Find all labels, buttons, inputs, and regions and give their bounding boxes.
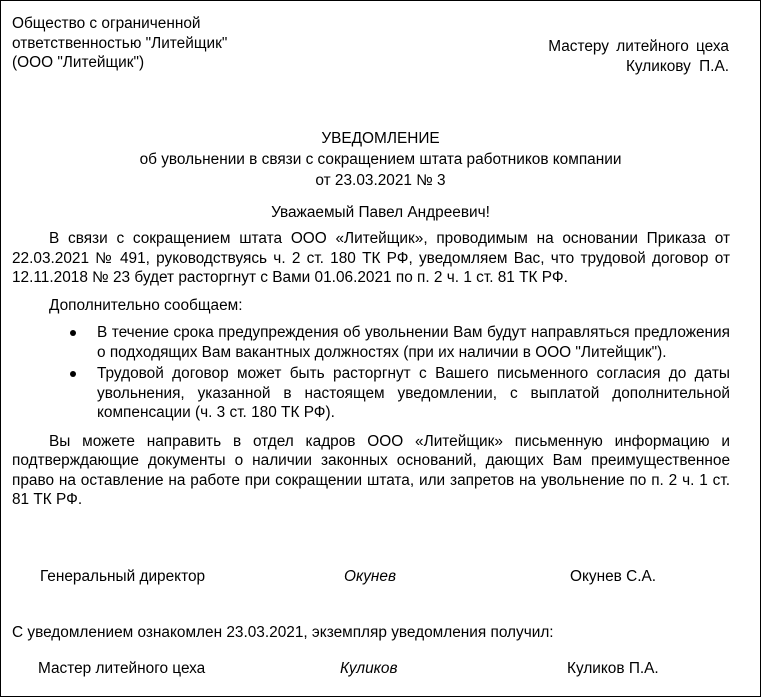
- document-body: [12, 229, 730, 518]
- acknowledgement-text: С уведомлением ознакомлен 23.03.2021, экземпляр уведомления получил:: [12, 624, 554, 641]
- bullet-icon: [70, 330, 76, 336]
- org-line: Общество с ограниченной: [12, 15, 201, 32]
- list-item: [12, 323, 730, 362]
- closing-paragraph: Вы можете направить в отдел кадров ООО «Литейщик» письменную информацию и подтверждающие документы о наличии законных оснований, дающих Вам преимущественное право на оставление на работе при сокращении штата, или запретов на увольнение по п. 2 ч. 1 ст. 81 ТК РФ.: [12, 432, 730, 508]
- document-title: УВЕДОМЛЕНИЕ: [321, 130, 440, 147]
- organization-block: [12, 14, 312, 73]
- addressee-position: Мастеру литейного цеха: [548, 38, 729, 55]
- main-paragraph: В связи с сокращением штата ООО «Литейщик», проводимым на основании Приказа от 22.03.2021 № 491, руководствуясь ч. 2 ст. 180 ТК РФ, уведомляем Вас, что трудовой договор от 12.11.2018 № 23 будет расторгнут с Вами 01.06.2021 по п. 2 ч. 1 ст. 81 ТК РФ.: [12, 230, 730, 286]
- bullet-icon: [70, 371, 76, 377]
- director-position: Генеральный директор: [40, 568, 206, 585]
- greeting: Уважаемый Павел Андреевич!: [271, 204, 490, 221]
- addressee-block: [548, 37, 729, 76]
- list-item-text: В течение срока предупреждения об увольнении Вам будут направляться предложения о подходящих Вам вакантных должностях (при их наличии в ООО "Литейщик").: [97, 324, 730, 361]
- addressee-name: Куликову П.А.: [625, 57, 729, 75]
- bullet-list: [12, 323, 730, 423]
- director-signature: Окунев: [344, 568, 396, 585]
- additional-intro: Дополнительно сообщаем:: [49, 296, 243, 314]
- director-signature-row: [1, 567, 761, 587]
- employee-name: Куликов П.А.: [567, 660, 659, 677]
- employee-signature: Куликов: [340, 660, 398, 677]
- document-date-number: от 23.03.2021 № 3: [315, 172, 446, 189]
- list-item: [12, 364, 730, 423]
- org-line: (ООО "Литейщик"): [12, 54, 145, 71]
- document-heading: [1, 128, 760, 191]
- director-name: Окунев С.А.: [570, 568, 657, 585]
- document-subtitle: об увольнении в связи с сокращением штата работников компании: [139, 151, 622, 168]
- org-line: ответственностью "Литейщик": [12, 34, 228, 52]
- list-item-text: Трудовой договор может быть расторгнут с Вашего письменного согласия до даты увольнения, указанной в настоящем уведомлении, с выплатой дополнительной компенсации (ч. 3 ст. 180 ТК РФ).: [97, 365, 730, 421]
- employee-position: Мастер литейного цеха: [38, 660, 206, 677]
- employee-signature-row: [1, 659, 761, 679]
